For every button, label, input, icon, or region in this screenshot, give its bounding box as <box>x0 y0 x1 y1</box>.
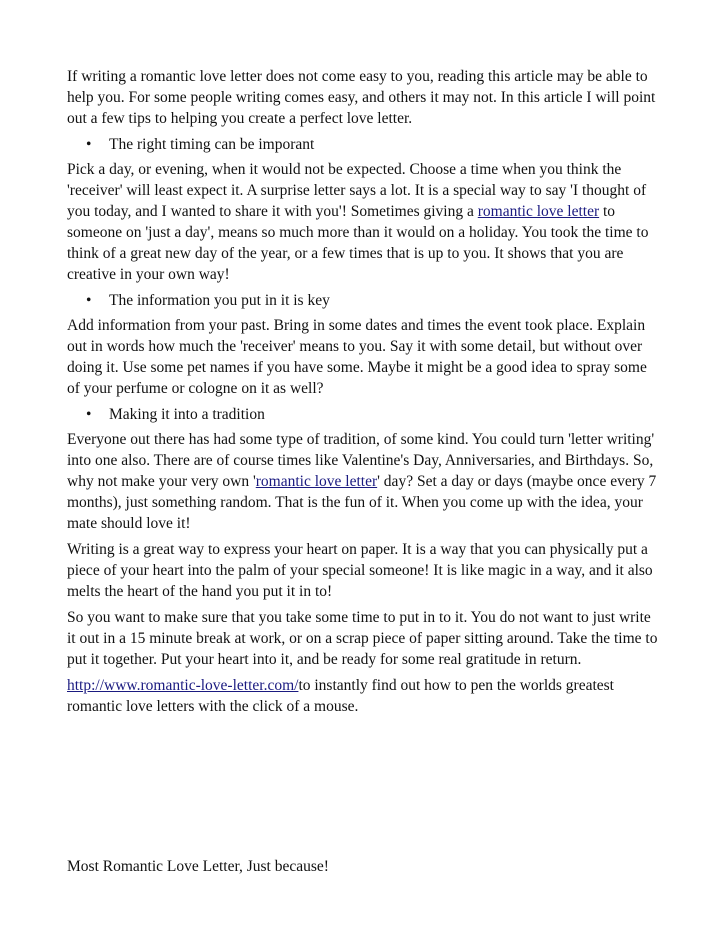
tradition-paragraph <box>67 429 661 534</box>
bullet-text: The information you put in it is key <box>109 292 330 309</box>
paragraph-text: Pick a day, or evening, when it would not be expected. Choose a time when you think the 'receiver' will least expect it. A surprise letter says a lot. It is a special way to say 'I thought of you today, and I wanted to share it with you'! Sometimes giving a <box>67 161 647 220</box>
information-paragraph: Add information from your past. Bring in some dates and times the event took place. Explain out in words how much the 'receiver' means to you. Say it with some detail, but without over doing it. Use some pet names if you have some. Maybe it might be a good idea to spray some of your perfume or cologne on it as well? <box>67 317 647 397</box>
paragraph-text: to instantly find out how to pen the worlds greatest romantic love letters with the click of a mouse. <box>67 677 614 715</box>
romantic-love-letter-link[interactable]: romantic love letter <box>255 473 378 490</box>
time-paragraph: So you want to make sure that you take some time to put in to it. You do not want to just write it out in a 15 minute break at work, or on a scrap piece of paper sitting around. Take the time to put it together. Put your heart into it, and be ready for some real gratitude in return. <box>67 609 658 668</box>
bullet-text: The right timing can be imporant <box>109 136 315 153</box>
footer-title: Most Romantic Love Letter, Just because! <box>67 858 329 875</box>
bullet-item-tradition <box>67 404 661 425</box>
paragraph-text: ' day? Set a day or days (maybe once every 7 months), just something random. That is the fun of it. When you come up with the idea, your mate should love it! <box>67 473 657 532</box>
bullet-icon: • <box>86 136 92 153</box>
paragraph-text: to someone on 'just a day', means so much more than it would on a holiday. You took the time to think of a great new day of the year, or a few times that is up to you. It shows that you are creative in your own way! <box>67 203 649 283</box>
article-body <box>67 66 661 722</box>
bullet-item-information <box>67 290 661 311</box>
heart-paragraph: Writing is a great way to express your heart on paper. It is a way that you can physically put a piece of your heart into the palm of your special someone! It is like magic in a way, and it also melts the heart of the hand you put it in to! <box>67 541 653 600</box>
romantic-love-letter-link[interactable]: romantic love letter <box>477 203 600 220</box>
timing-paragraph <box>67 159 661 285</box>
intro-paragraph: If writing a romantic love letter does not come easy to you, reading this article may be able to help you. For some people writing comes easy, and others it may not. In this article I will point out a few tips to helping you create a perfect love letter. <box>67 68 656 127</box>
bullet-icon: • <box>86 406 92 423</box>
paragraph-text: Everyone out there has had some type of tradition, of some kind. You could turn 'letter writing' into one also. There are of course times like Valentine's Day, Anniversaries, and Birthdays. So, why not make your very own ' <box>67 431 655 490</box>
bullet-icon: • <box>86 292 92 309</box>
bullet-item-timing <box>67 134 661 155</box>
bullet-text: Making it into a tradition <box>109 406 265 423</box>
closing-paragraph <box>67 675 661 717</box>
website-url-link[interactable]: http://www.romantic-love-letter.com/ <box>67 677 299 694</box>
